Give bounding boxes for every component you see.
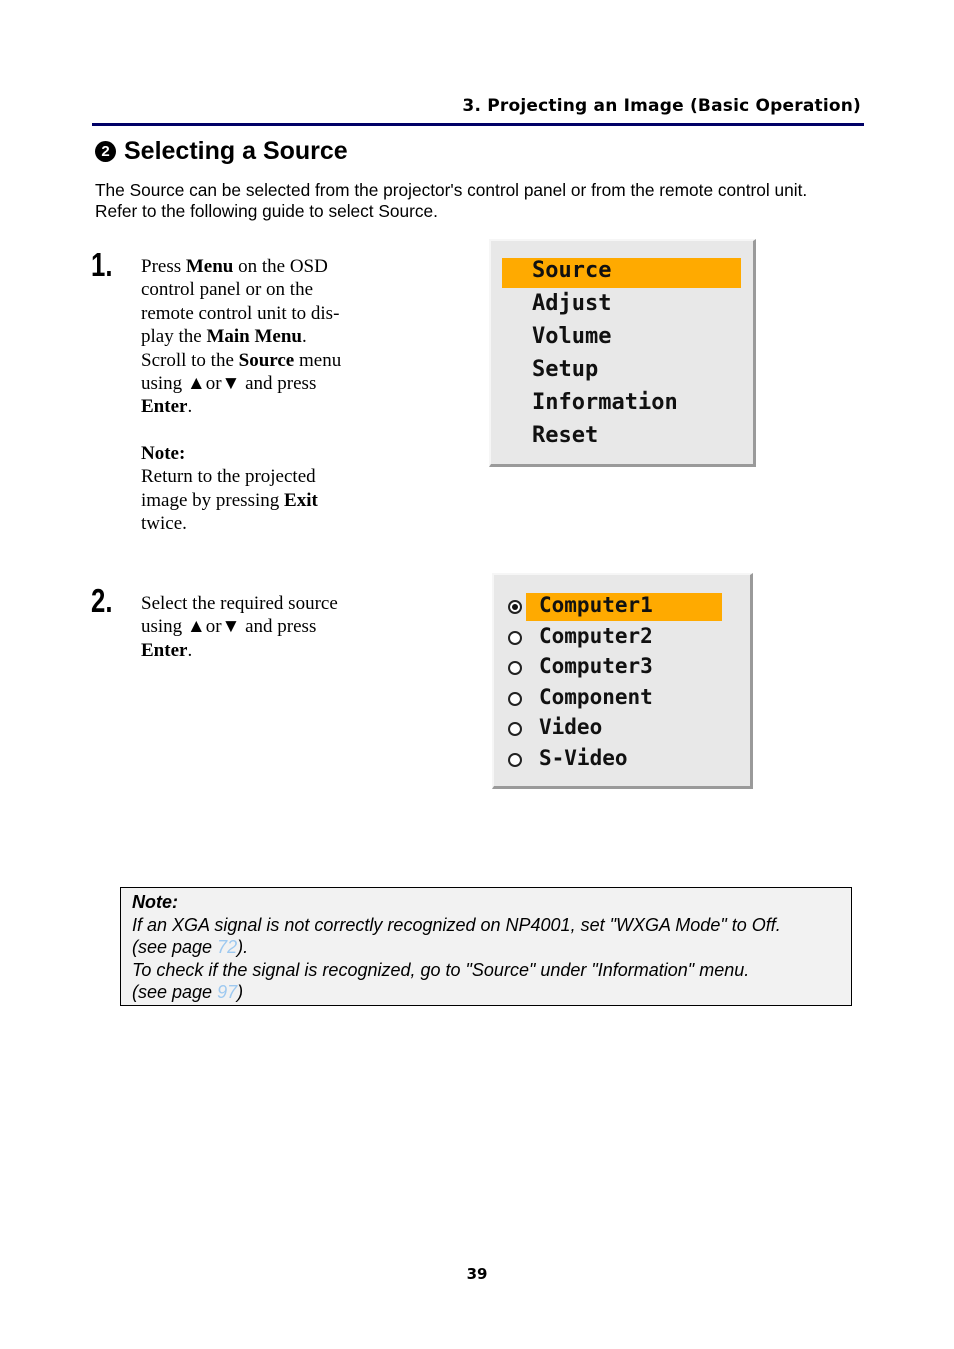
note-line-1: If an XGA signal is not correctly recognized on NP4001, set "WXGA Mode" to Off. <box>132 914 781 935</box>
text-run: Return to the projected <box>141 466 316 488</box>
main-menu-osd <box>489 239 756 467</box>
text-run: image by pressing <box>141 489 285 511</box>
bold-term: Menu <box>185 256 234 277</box>
text-run: on the OSD <box>233 256 328 277</box>
text-run: control panel or on the <box>141 279 314 301</box>
text-run: Select the required source <box>141 593 338 614</box>
step-1-note-label: Note: <box>141 442 186 464</box>
step-1-line-7 <box>141 395 371 418</box>
step-1-note-line-2 <box>141 489 371 512</box>
page-link-72[interactable]: 72 <box>217 937 238 957</box>
section-title: Selecting a Source <box>124 137 348 165</box>
text-run: Press <box>141 256 186 277</box>
menu-item-reset[interactable]: Reset <box>532 423 599 448</box>
radio-video[interactable] <box>508 722 522 736</box>
step-1-line-4 <box>141 325 371 348</box>
header-rule <box>92 123 864 126</box>
section-heading <box>95 137 348 166</box>
source-menu-osd <box>492 573 753 789</box>
menu-item-setup[interactable]: Setup <box>532 357 599 382</box>
source-item-computer3[interactable]: Computer3 <box>539 654 653 678</box>
source-item-computer2[interactable]: Computer2 <box>539 623 653 648</box>
intro-line-2: Refer to the following guide to select Source. <box>95 201 438 221</box>
step-2-line-1 <box>141 592 371 615</box>
note-line-2 <box>132 936 840 959</box>
bold-term: Source <box>238 349 295 371</box>
radio-computer1[interactable] <box>508 600 522 614</box>
radio-component[interactable] <box>508 692 522 706</box>
page-link-97[interactable]: 97 <box>217 982 238 1002</box>
intro-line-1: The Source can be selected from the projector's control panel or from the remote control unit. <box>95 180 808 200</box>
source-item-video[interactable]: Video <box>539 715 603 739</box>
step-1-number: 1. <box>91 246 113 283</box>
step-2-text <box>141 592 371 662</box>
step-1-line-5 <box>141 349 371 372</box>
text-run: . <box>301 326 307 348</box>
menu-item-information[interactable]: Information <box>532 390 678 415</box>
step-1-text <box>141 255 371 535</box>
note-box <box>120 887 852 1006</box>
bold-term: Main Menu <box>206 326 302 348</box>
step-2-number: 2. <box>91 582 113 619</box>
source-item-s-video[interactable]: S-Video <box>539 745 628 770</box>
note-line-2-text: (see page <box>132 937 218 957</box>
step-1-line-1 <box>141 255 371 278</box>
source-item-component[interactable]: Component <box>539 684 653 709</box>
menu-item-volume[interactable]: Volume <box>532 324 612 349</box>
source-item-computer1[interactable]: Computer1 <box>539 593 653 617</box>
page-number: 39 <box>466 1265 488 1283</box>
radio-computer3[interactable] <box>508 661 522 675</box>
text-run: menu <box>294 349 342 371</box>
step-1-note-line-1 <box>141 465 371 488</box>
menu-item-source[interactable]: Source <box>532 258 612 283</box>
intro-paragraph <box>95 180 875 222</box>
note-line-3: To check if the signal is recognized, go to "Source" under "Information" menu. <box>132 959 750 980</box>
note-line-4-text: (see page <box>132 982 218 1002</box>
text-run: play the <box>141 326 207 348</box>
step-1-note-line-3 <box>141 512 371 535</box>
text-run: . <box>187 639 193 661</box>
step-1-line-3 <box>141 302 371 325</box>
text-run: . <box>187 396 193 418</box>
bold-term: Enter <box>141 396 188 418</box>
text-run: Scroll to the <box>141 349 239 371</box>
note-line-2-tail: ). <box>237 937 249 957</box>
radio-s-video[interactable] <box>508 753 522 767</box>
text-run: twice. <box>141 513 187 535</box>
text-run: using ▲or▼ and press <box>141 616 317 638</box>
bold-term: Exit <box>284 489 318 511</box>
step-2-line-2 <box>141 615 371 638</box>
step-1-line-6 <box>141 372 371 395</box>
step-1-line-2 <box>141 278 371 301</box>
radio-computer2[interactable] <box>508 631 522 645</box>
note-label: Note: <box>132 892 178 912</box>
note-line-4 <box>132 981 840 1004</box>
note-line-4-tail: ) <box>237 982 244 1002</box>
text-run: remote control unit to dis- <box>141 302 340 324</box>
step-2-line-3 <box>141 639 371 662</box>
chapter-header: 3. Projecting an Image (Basic Operation) <box>462 96 861 116</box>
bold-term: Enter <box>141 639 188 661</box>
menu-item-adjust[interactable]: Adjust <box>532 291 612 316</box>
text-run: using ▲or▼ and press <box>141 373 317 395</box>
section-number-badge: 2 <box>95 141 116 162</box>
